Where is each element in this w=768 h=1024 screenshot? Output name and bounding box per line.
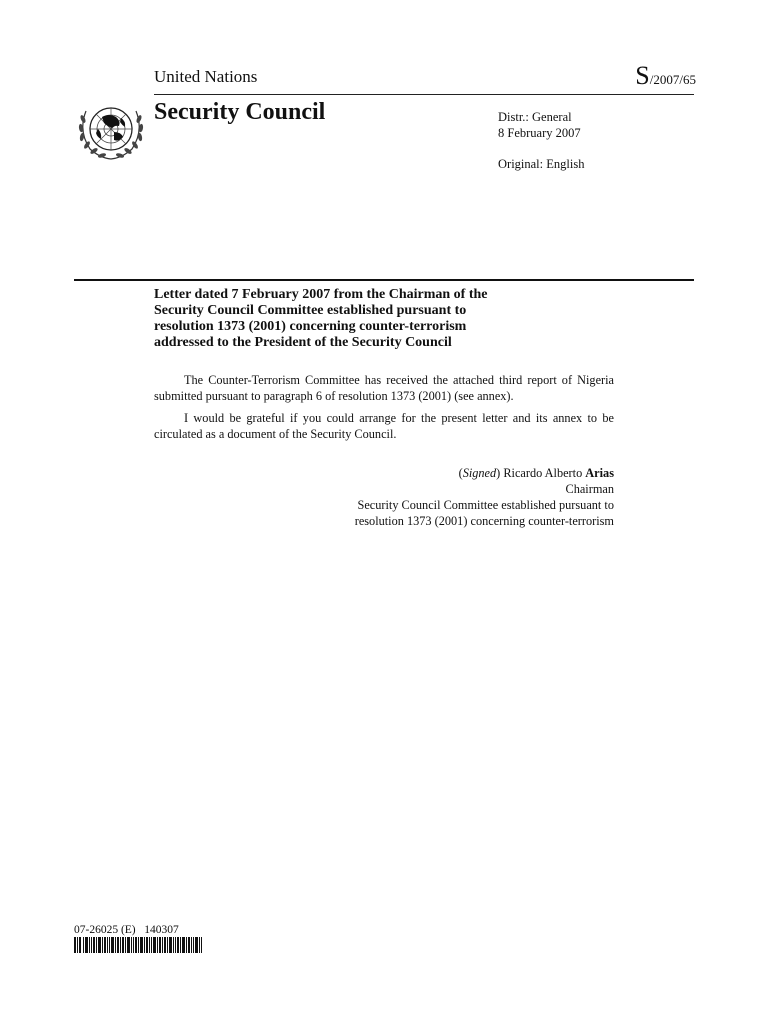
council-title: Security Council (154, 99, 326, 125)
body-paragraph-1: The Counter-Terrorism Committee has received the attached third report of Nigeria submitted pursuant to paragraph 6 of resolution 1373 (2001) (see annex). (154, 373, 614, 403)
signature-block (300, 465, 614, 529)
organization-name: United Nations (154, 67, 258, 86)
job-number (74, 923, 179, 937)
document-symbol-number: /2007/65 (649, 72, 696, 87)
letter-title-line: resolution 1373 (2001) concerning counter-terrorism (154, 319, 467, 334)
letter-title-line: Security Council Committee established pursuant to (154, 303, 467, 318)
letter-title-line: Letter dated 7 February 2007 from the Chairman of the (154, 287, 488, 302)
letter-title (154, 287, 574, 351)
barcode-icon (74, 937, 202, 953)
body-paragraph-2: I would be grateful if you could arrange for the present letter and its annex to be circulated as a document of the Security Council. (154, 411, 614, 441)
original-language: Original: English (498, 157, 585, 171)
job-number-code: 07-26025 (E) (74, 924, 136, 936)
committee-line-1: Security Council Committee established pursuant to (357, 498, 614, 512)
signatory-role: Chairman (565, 482, 614, 496)
letter-title-line: addressed to the President of the Security Council (154, 335, 452, 350)
signature-name-line: (Signed) Ricardo Alberto Arias (458, 466, 614, 480)
document-date: 8 February 2007 (498, 126, 581, 140)
distribution-block (498, 109, 584, 172)
document-symbol-letter: S (635, 61, 650, 90)
header-rule (154, 94, 694, 95)
signatory-first-name: Ricardo Alberto (503, 466, 583, 480)
barcode-graphic (74, 937, 202, 953)
signatory-last-name: Arias (585, 466, 614, 480)
committee-line-2: resolution 1373 (2001) concerning counter-terrorism (354, 514, 614, 528)
signed-label: Signed (462, 466, 497, 480)
job-number-date: 140307 (144, 924, 179, 936)
un-emblem-icon (76, 99, 146, 161)
meta-spacer (498, 141, 584, 156)
distribution-status: Distr.: General (498, 110, 572, 124)
document-symbol (635, 62, 696, 90)
title-rule (74, 279, 694, 281)
un-emblem-graphic (76, 99, 146, 161)
